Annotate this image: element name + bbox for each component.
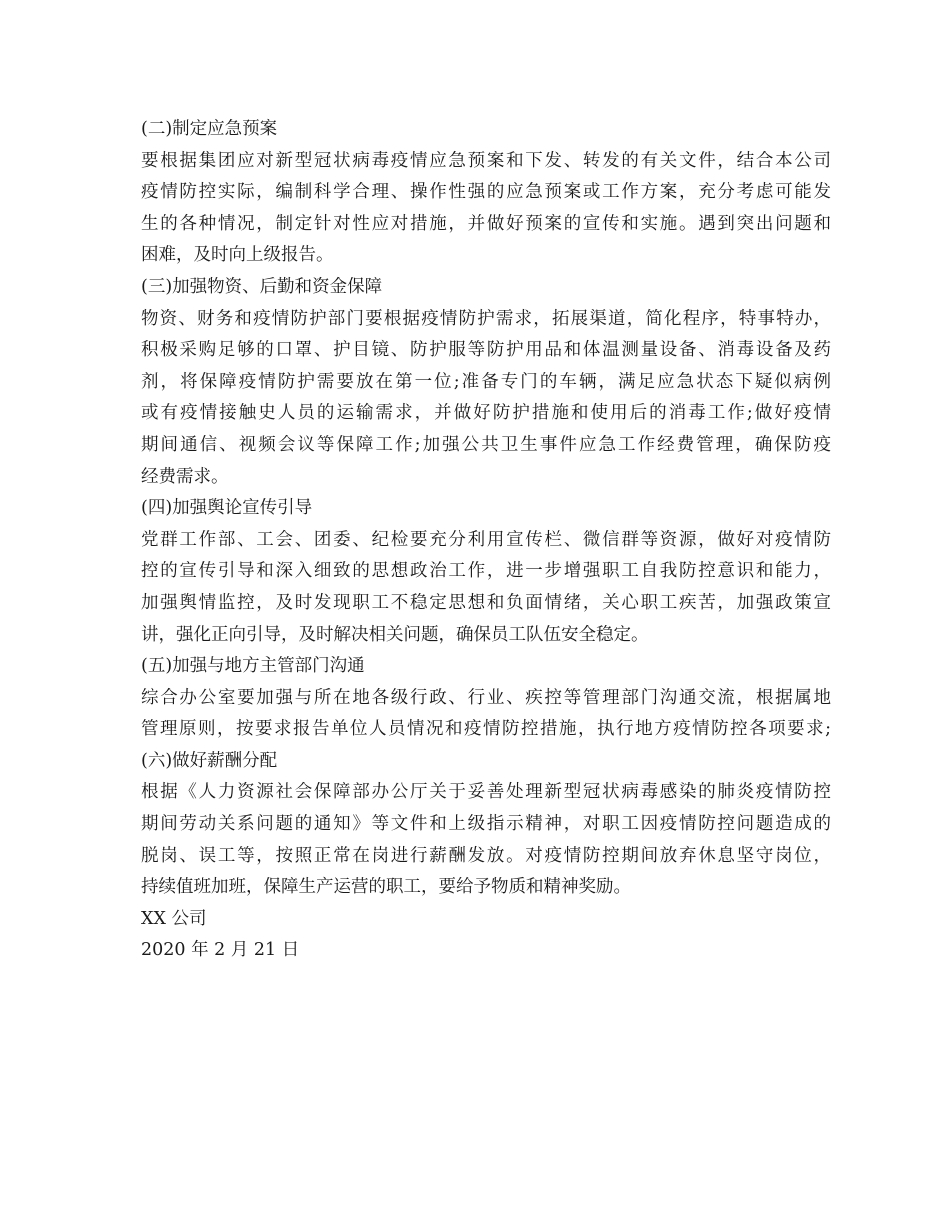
paragraph-line: 或有疫情接触史人员的运输需求，并做好防护措施和使用后的消毒工作;做好疫情 — [141, 403, 831, 424]
signature-company: XX 公司 — [141, 908, 207, 929]
paragraph-line: 脱岗、误工等，按照正常在岗进行薪酬发放。对疫情防控期间放弃休息坚守岗位， — [141, 845, 831, 866]
paragraph-line: 剂，将保障疫情防护需要放在第一位;准备专门的车辆，满足应急状态下疑似病例 — [141, 371, 831, 392]
paragraph-line: 持续值班加班，保障生产运营的职工，要给予物质和精神奖励。 — [141, 877, 631, 898]
document-body — [141, 114, 831, 967]
paragraph-line: 要根据集团应对新型冠状病毒疫情应急预案和下发、转发的有关文件，结合本公司 — [141, 150, 831, 171]
paragraph-line: 疫情防控实际，编制科学合理、操作性强的应急预案或工作方案，充分考虑可能发 — [141, 182, 831, 203]
section-heading: (五)加强与地方主管部门沟通 — [141, 656, 365, 677]
paragraph-line: 经费需求。 — [141, 466, 229, 487]
section-heading: (二)制定应急预案 — [141, 119, 278, 139]
paragraph-line: 困难，及时向上级报告。 — [141, 245, 334, 266]
paragraph-line: 物资、财务和疫情防护部门要根据疫情防护需求，拓展渠道，简化程序，特事特办， — [141, 308, 831, 329]
paragraph-line: 党群工作部、工会、团委、纪检要充分利用宣传栏、微信群等资源，做好对疫情防 — [141, 529, 831, 550]
paragraph-line: 管理原则，按要求报告单位人员情况和疫情防控措施，执行地方疫情防控各项要求; — [141, 719, 831, 740]
section-heading: (六)做好薪酬分配 — [141, 750, 278, 771]
paragraph-line: 期间劳动关系问题的通知》等文件和上级指示精神，对职工因疫情防控问题造成的 — [141, 814, 831, 835]
section-heading: (三)加强物资、后勤和资金保障 — [141, 276, 383, 297]
paragraph-line: 根据《人力资源社会保障部办公厅关于妥善处理新型冠状病毒感染的肺炎疫情防控 — [141, 782, 831, 803]
paragraph-line: 期间通信、视频会议等保障工作;加强公共卫生事件应急工作经费管理，确保防疫 — [141, 434, 831, 455]
signature-date: 2020 年 2 月 21 日 — [141, 940, 300, 961]
paragraph-line: 加强舆情监控，及时发现职工不稳定思想和负面情绪，关心职工疾苦，加强政策宣 — [141, 592, 831, 613]
paragraph-line: 积极采购足够的口罩、护目镜、防护服等防护用品和体温测量设备、消毒设备及药 — [141, 340, 831, 361]
paragraph-line: 讲，强化正向引导，及时解决相关问题，确保员工队伍安全稳定。 — [141, 624, 649, 645]
paragraph-line: 综合办公室要加强与所在地各级行政、行业、疾控等管理部门沟通交流，根据属地 — [141, 687, 831, 708]
paragraph-line: 生的各种情况，制定针对性应对措施，并做好预案的宣传和实施。遇到突出问题和 — [141, 213, 831, 234]
paragraph-line: 控的宣传引导和深入细致的思想政治工作，进一步增强职工自我防控意识和能力， — [141, 561, 831, 582]
section-heading: (四)加强舆论宣传引导 — [141, 498, 313, 519]
